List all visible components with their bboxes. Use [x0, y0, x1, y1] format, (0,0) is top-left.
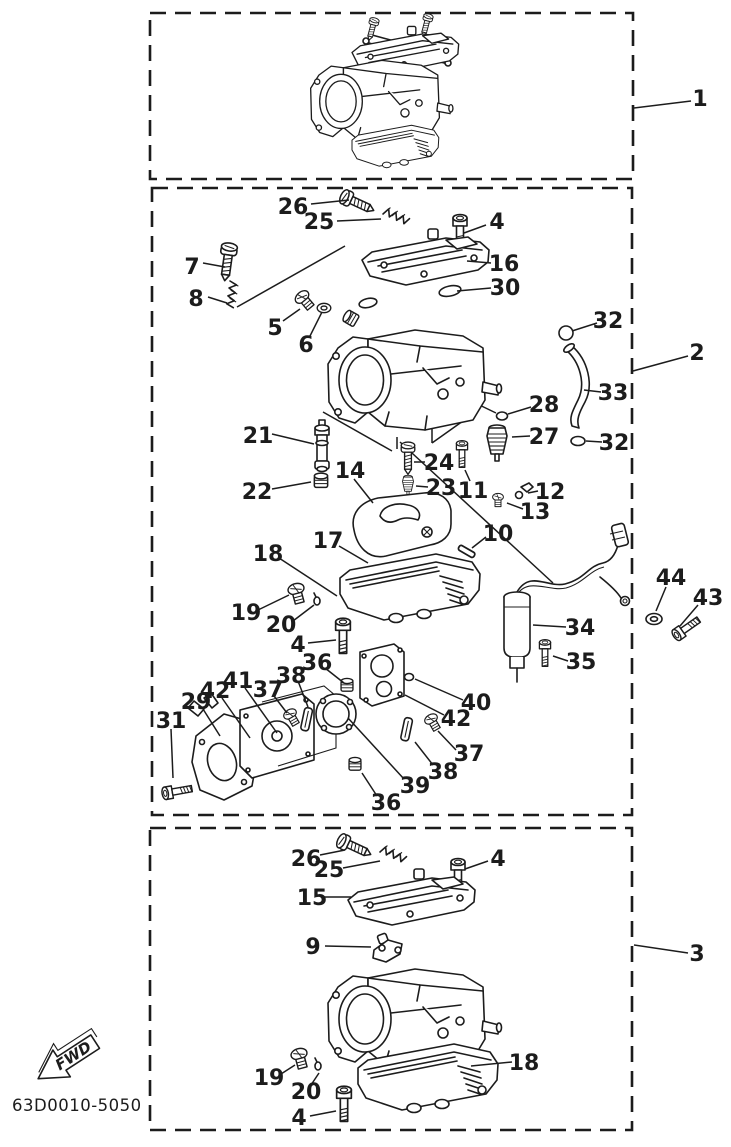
screw-7 [217, 242, 238, 282]
clip-12 [516, 492, 523, 499]
part-callout-9-32: 32 [592, 309, 624, 334]
part-callout-40-36: 36 [370, 791, 402, 816]
part-callout-21-13: 13 [519, 500, 551, 525]
part-callout-11-28: 28 [528, 393, 560, 418]
part-callout-10-33: 33 [597, 381, 629, 406]
valve-24 [401, 442, 415, 474]
assembly-callout-1: 1 [692, 87, 708, 112]
part-callout-47-4-leader [465, 861, 488, 869]
plug-5 [293, 288, 317, 312]
part-callout-52-20: 20 [290, 1080, 322, 1105]
spring-8 [226, 281, 239, 308]
assembly-callout-3: 3 [689, 942, 705, 967]
assembly-callout-1-leader [634, 101, 691, 108]
assembly-callout-2-leader [633, 356, 688, 371]
part-callout-50-18: 18 [508, 1051, 540, 1076]
assembly-callout-3-leader [634, 945, 688, 953]
part-callout-45-26-leader [320, 850, 345, 855]
part-callout-34-31-leader [171, 729, 173, 778]
bolt-4d [337, 1086, 352, 1121]
part-callout-3-16: 16 [488, 252, 520, 277]
float-14 [353, 493, 451, 557]
part-callout-41-34-leader [533, 625, 566, 627]
plate-38b [400, 717, 413, 741]
part-callout-32-42: 42 [199, 679, 231, 704]
fwd-label: FWD [51, 1037, 95, 1075]
assembly-callout-2: 2 [689, 341, 705, 366]
part-callout-24-18: 18 [252, 542, 284, 567]
float-bowl-17 [340, 554, 480, 623]
part-callout-11-28-leader [508, 407, 531, 414]
screw-19 [287, 582, 308, 605]
part-callout-13-32: 32 [598, 431, 630, 456]
part-code: 63D0010-5050 [12, 1096, 142, 1115]
pin-20 [314, 593, 320, 605]
grommet-32b [571, 437, 585, 446]
damper-23 [403, 475, 414, 495]
fwd-arrow [27, 1022, 108, 1092]
part-callout-27-4-leader [308, 640, 336, 643]
part-callout-5-7: 7 [184, 255, 200, 280]
screw-26b [335, 832, 374, 861]
part-callout-4-30-leader [457, 288, 491, 291]
part-callout-4-30: 30 [489, 276, 521, 301]
part-callout-7-5: 5 [267, 316, 283, 341]
part-callout-39-39: 39 [399, 774, 431, 799]
spring-25b [380, 844, 407, 863]
part-callout-51-19: 19 [253, 1066, 285, 1091]
part-callout-25-19-leader [258, 595, 289, 610]
grommet-32 [559, 326, 573, 340]
part-callout-31-37: 37 [252, 678, 284, 703]
part-callout-45-26: 26 [290, 847, 322, 872]
part-callout-15-22-leader [272, 482, 311, 489]
part-callout-19-11: 11 [457, 479, 489, 504]
part-callout-2-4: 4 [489, 210, 505, 235]
part-callout-8-6: 6 [298, 333, 314, 358]
part-callout-46-25: 25 [313, 858, 345, 883]
part-callout-33-29: 29 [180, 690, 212, 715]
part-callout-16-14: 14 [334, 459, 366, 484]
pin-20b [315, 1058, 321, 1070]
part-callout-46-25-leader [343, 861, 380, 868]
spring-25 [383, 206, 410, 225]
part-callout-14-21-leader [272, 434, 314, 444]
part-callout-34-31: 31 [155, 709, 187, 734]
part-callout-25-19: 19 [230, 601, 262, 626]
part-callout-35-40: 40 [460, 691, 492, 716]
part-callout-44-43: 43 [692, 586, 724, 611]
seal-40 [405, 674, 414, 681]
screw-26 [338, 188, 377, 217]
nozzle-21 [315, 420, 329, 472]
jet-22 [314, 473, 327, 487]
part-callout-12-27: 27 [528, 425, 560, 450]
nut-36b [349, 757, 361, 770]
nut-36 [341, 678, 353, 691]
part-callout-6-8: 8 [188, 287, 204, 312]
washer-44 [646, 614, 662, 625]
part-callout-30-41: 41 [222, 669, 254, 694]
washer-6 [317, 303, 331, 312]
part-callout-1-25: 25 [303, 210, 335, 235]
part-callout-48-15: 15 [296, 886, 328, 911]
part-callout-37-37: 37 [453, 742, 485, 767]
part-callout-47-4: 4 [490, 847, 506, 872]
part-callout-29-38: 38 [275, 664, 307, 689]
hose-33 [566, 346, 589, 428]
link-9 [373, 933, 402, 962]
part-callout-7-5-leader [283, 309, 300, 321]
part-callout-12-27-leader [512, 436, 530, 437]
part-callout-5-7-leader [203, 263, 225, 267]
carburetor-assembly-1-drawing [311, 13, 459, 168]
filter-27 [487, 425, 507, 461]
part-callout-27-4: 4 [290, 633, 306, 658]
bolt-31 [161, 782, 193, 800]
part-callout-20-12: 12 [534, 480, 566, 505]
part-callout-36-42-leader [405, 695, 444, 715]
part-callout-38-38: 38 [427, 760, 459, 785]
part-callout-28-36: 36 [301, 651, 333, 676]
top-cover-16 [362, 229, 489, 285]
carb-body-2 [328, 330, 502, 430]
part-callout-1-25-leader [337, 219, 381, 221]
bolt-35 [539, 640, 550, 667]
part-callout-0-26: 26 [277, 195, 309, 220]
part-callout-43-44: 44 [655, 566, 687, 591]
part-callout-36-42: 42 [440, 707, 472, 732]
part-callout-18-23: 23 [425, 476, 457, 501]
bolt-4b [336, 618, 351, 653]
part-callout-23-17: 17 [312, 529, 344, 554]
screw-13 [493, 493, 504, 506]
part-callout-6-8-leader [208, 297, 227, 303]
part-callout-26-20: 20 [265, 613, 297, 638]
part-callout-14-21: 21 [242, 424, 274, 449]
part-callout-42-35: 35 [565, 650, 597, 675]
part-callout-49-9-leader [325, 946, 371, 947]
part-callout-22-10: 10 [482, 522, 514, 547]
clip-28 [497, 412, 508, 420]
part-callout-41-34: 34 [564, 616, 596, 641]
part-callout-53-4: 4 [291, 1106, 307, 1131]
part-callout-17-24: 24 [423, 451, 455, 476]
part-callout-35-40-leader [415, 679, 463, 700]
part-callout-49-9: 9 [305, 935, 321, 960]
part-callout-15-22: 22 [241, 480, 273, 505]
bolt-11 [456, 441, 467, 468]
part-callout-53-4-leader [310, 1111, 336, 1116]
